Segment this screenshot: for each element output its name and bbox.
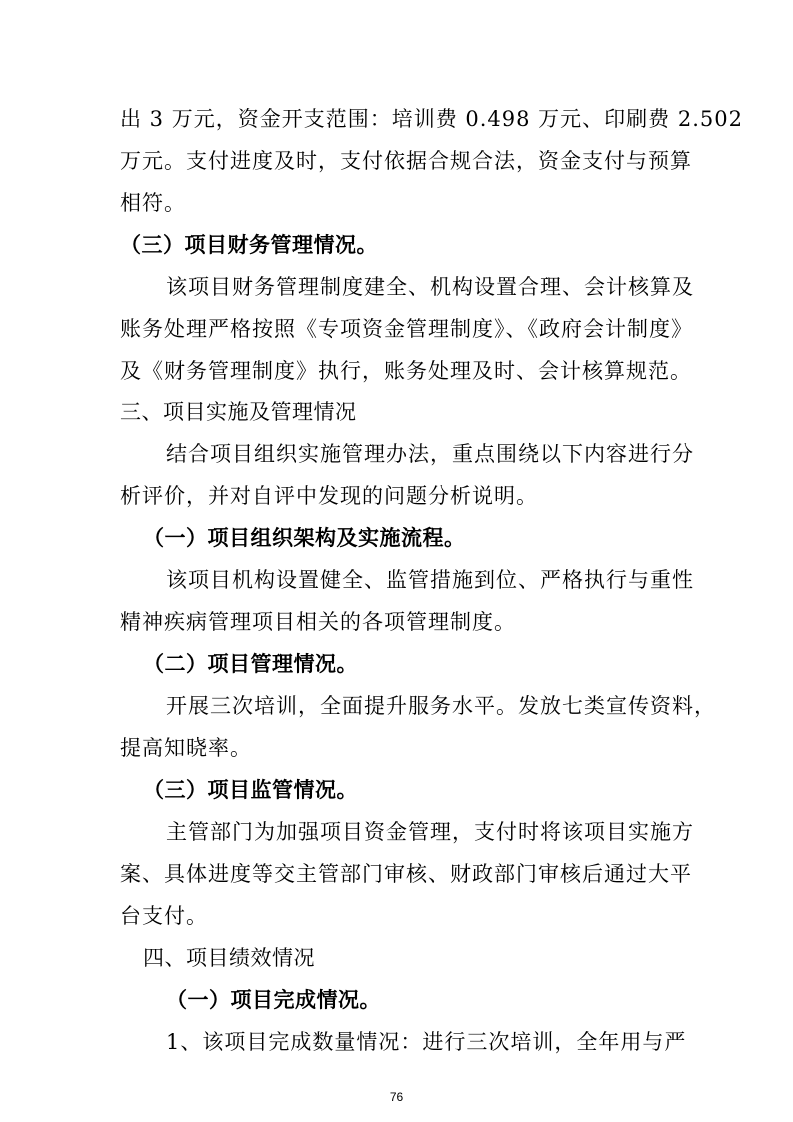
body-text-line: 该项目财务管理制度建全、机构设置合理、会计核算及: [166, 275, 694, 299]
body-text-line: 析评价，并对自评中发现的问题分析说明。: [120, 484, 538, 508]
body-text-line: 案、具体进度等交主管部门审核、财政部门审核后通过大平: [120, 862, 692, 886]
section-heading: （一）项目完成情况。: [166, 988, 381, 1012]
body-text-line: 提高知晓率。: [120, 736, 252, 760]
body-text-line: 开展三次培训，全面提升服务水平。发放七类宣传资料，: [166, 694, 716, 718]
section-heading: （三）项目监管情况。: [143, 778, 358, 802]
chapter-heading: 三、项目实施及管理情况: [120, 400, 357, 424]
body-text-line: 主管部门为加强项目资金管理，支付时将该项目实施方: [166, 820, 694, 844]
body-text-line: 万元。支付进度及时，支付依据合规合法，资金支付与预算: [120, 149, 692, 173]
section-heading: （一）项目组织架构及实施流程。: [143, 526, 466, 550]
body-text-line: 该项目机构设置健全、监管措施到位、严格执行与重性: [166, 568, 694, 592]
section-heading: （二）项目管理情况。: [143, 652, 358, 676]
body-text-line: 台支付。: [120, 904, 208, 928]
chapter-heading: 四、项目绩效情况: [143, 946, 315, 970]
body-text-line: 出 3 万元，资金开支范围：培训费 0.498 万元、印刷费 2.502: [120, 107, 743, 131]
body-text-line: 相符。: [120, 191, 186, 215]
body-text-line: 精神疾病管理项目相关的各项管理制度。: [120, 610, 516, 634]
page-number: 76: [389, 1090, 404, 1104]
section-heading: （三）项目财务管理情况。: [120, 233, 378, 257]
body-text-line: 及《财务管理制度》执行，账务处理及时、会计核算规范。: [120, 359, 692, 383]
body-text-line: 结合项目组织实施管理办法，重点围绕以下内容进行分: [166, 442, 694, 466]
body-text-line: 账务处理严格按照《专项资金管理制度》、《政府会计制度》: [120, 317, 693, 341]
body-text-line: 1、该项目完成数量情况：进行三次培训，全年用与严: [166, 1030, 687, 1054]
